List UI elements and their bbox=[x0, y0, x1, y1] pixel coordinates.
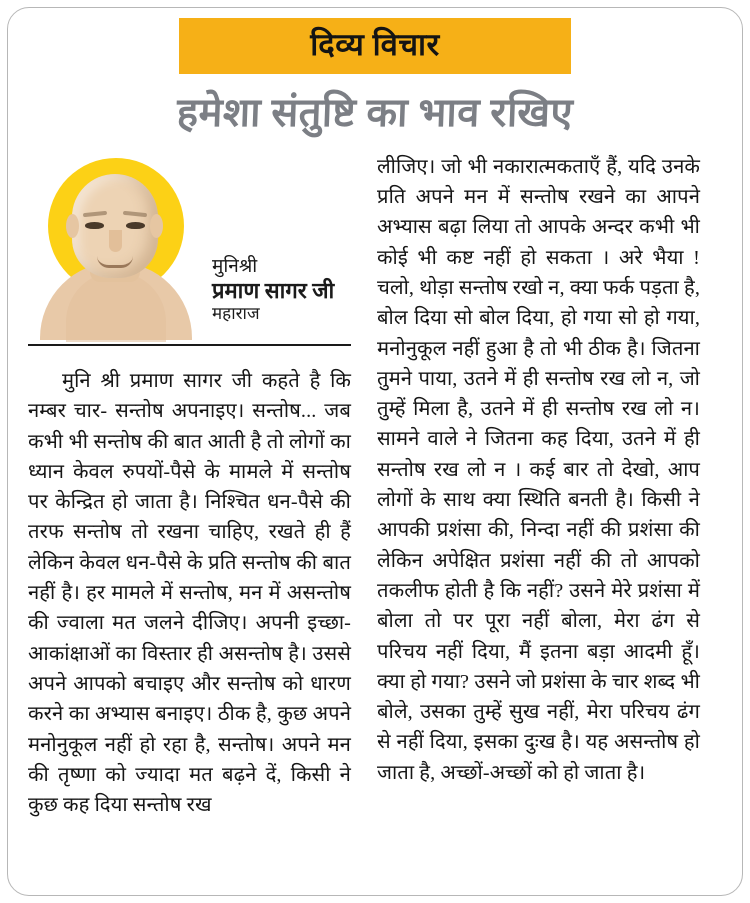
left-column bbox=[28, 152, 351, 841]
byline bbox=[210, 256, 334, 340]
byline-divider bbox=[28, 344, 351, 346]
portrait-eye-right bbox=[126, 222, 145, 229]
portrait-ear-right bbox=[150, 214, 163, 238]
article-paragraph: लीजिए। जो भी नकारात्मकताएँ हैं, यदि उनके प्रति अपने मन में सन्तोष रखने का आपने अभ्यास बढ़ा लिया तो आपके अन्दर कभी भी कोई भी कष्ट नहीं हो सकता । अरे भैया ! चलो, थोड़ा सन्तोष रखो न, क्या फर्क पड़ता है, बोल दिया सो बोल दिया, हो गया सो हो गया, मनोनुकूल नहीं हुआ है तो भी ठीक है। जितना तुमने पाया, उतने में ही सन्तोष रख लो न, जो तुम्हें मिला है, उतने में ही सन्तोष रख लो न। सामने वाले ने जितना कह दिया, उतने में ही सन्तोष रख लो न । कई बार तो देखो, आप लोगों के साथ क्या स्थिति बनती है। किसी ने आपकी प्रशंसा की, निन्दा नहीं की प्रशंसा की लेकिन अपेक्षित प्रशंसा नहीं की तो आपको तकलीफ होती है कि नहीं? उसने मेरे प्रशंसा में बोला तो पर पूरा नहीं बोला, मेरा ढंग से परिचय नहीं दिया, मैं इतना बड़ा आदमी हूँ। क्या हो गया? उसने जो प्रशंसा के चार शब्द भी बोले, उसका तुम्हें सुख नहीं, मेरा परिचय ढंग से नहीं दिया, इसका दुःख है। यह असन्तोष हो जाता है, अच्छों-अच्छों को हो जाता है। bbox=[377, 155, 700, 784]
byline-block bbox=[28, 152, 351, 340]
byline-author-name: प्रमाण सागर जी bbox=[212, 277, 335, 303]
author-portrait bbox=[28, 152, 210, 340]
byline-prefix: मुनिश्री bbox=[212, 256, 258, 278]
portrait-ear-left bbox=[66, 214, 79, 238]
portrait-eye-left bbox=[85, 222, 104, 229]
article-columns bbox=[28, 152, 722, 841]
kicker-banner-wrap bbox=[28, 18, 722, 74]
kicker-banner: दिव्य विचार bbox=[179, 18, 571, 74]
right-column bbox=[377, 152, 700, 808]
page-title: हमेशा संतुष्टि का भाव रखिए bbox=[176, 90, 574, 135]
portrait-nose bbox=[109, 230, 122, 252]
byline-suffix: महाराज bbox=[212, 304, 260, 324]
portrait-mouth bbox=[97, 256, 133, 268]
article-paragraph: मुनि श्री प्रमाण सागर जी कहते है कि नम्बर चार- सन्तोष अपनाइए। सन्तोष... जब कभी भी सन्तोष की बात आती है तो लोगों का ध्यान केवल रुपयों-पैसे के मामले में सन्तोष पर केन्द्रित हो जाता है। निश्चित धन-पैसे की तरफ सन्तोष तो रखना चाहिए, रखते ही हैं लेकिन केवल धन-पैसे के प्रति सन्तोष की बात नहीं है। हर मामले में सन्तोष, मन में असन्तोष की ज्वाला मत जलने दीजिए। अपनी इच्छा-आकांक्षाओं का विस्तार ही असन्तोष है। उससे अपने आपको बचाइए और सन्तोष को धारण करने का अभ्यास बनाइए। ठीक है, कुछ अपने मनोनुकूल नहीं हो रहा है, सन्तोष। अपने मन की तृष्णा को ज्यादा मत बढ़ने दें, किसी ने कुछ कह दिया सन्तोष रख bbox=[28, 369, 351, 817]
clipping-content bbox=[28, 12, 722, 891]
